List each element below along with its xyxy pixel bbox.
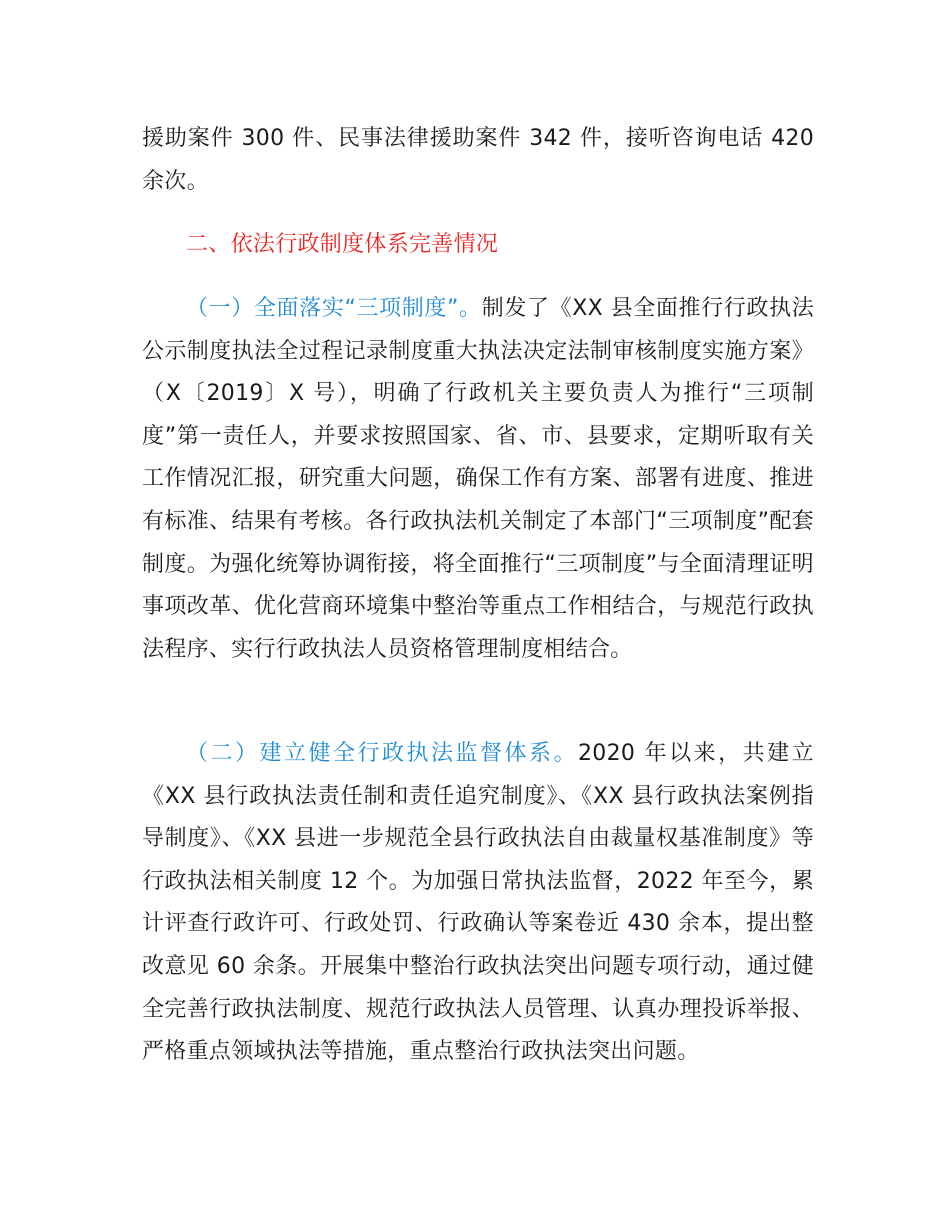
subsection-lead: （二）建立健全行政执法监督体系。 — [186, 741, 578, 766]
section-heading-text: 二、依法行政制度体系完善情况 — [186, 232, 499, 257]
section-heading — [142, 224, 814, 267]
paragraph-supervision-system — [142, 733, 814, 1074]
paragraph-body: 2020 年以来，共建立《XX 县行政执法责任制和责任追究制度》、《XX 县行政执法案例指导制度》、《XX 县进一步规范全县行政执法自由裁量权基准制度》等行政执法相关制度 12 个。为加强日常执法监督，2022 年至今，累计评查行政许可、行政处罚、行政确认等案卷近 430 余本，提出整改意见 60 余条。开展集中整治行政执法突出问题专项行动，通过健全完善行政执法制度、规范行政执法人员管理、认真办理投诉举报、严格重点领域执法等措施，重点整治行政执法突出问题。 — [142, 741, 814, 1065]
paragraph-body: 制发了《XX 县全面推行行政执法公示制度执法全过程记录制度重大执法决定法制审核制度实施方案》（X〔2019〕X 号），明确了行政机关主要负责人为推行“三项制度”第一责任人，并要求按照国家、省、市、县要求，定期听取有关工作情况汇报，研究重大问题，确保工作有方案、部署有进度、推进有标准、结果有考核。各行政执法机关制定了本部门“三项制度”配套制度。为强化统筹协调衔接，将全面推行“三项制度”与全面清理证明事项改革、优化营商环境集中整治等重点工作相结合，与规范行政执法程序、实行行政执法人员资格管理制度相结合。 — [142, 296, 815, 662]
paragraph-three-systems — [142, 288, 814, 671]
subsection-lead: （一）全面落实“三项制度”。 — [186, 296, 482, 321]
paragraph-legal-aid-summary — [142, 118, 814, 203]
paragraph-text: 援助案件 300 件、民事法律援助案件 342 件，接听咨询电话 420 余次。 — [142, 126, 814, 194]
